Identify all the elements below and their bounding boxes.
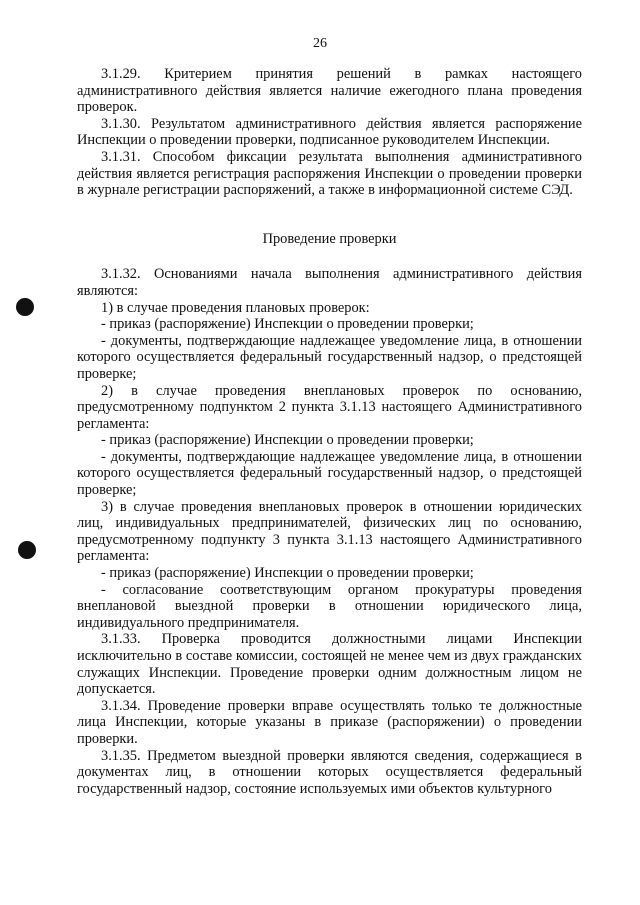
paragraph-3-1-31: 3.1.31. Способом фиксации результата выполнения административного действия является регистрация распоряжения Инспекции о проведении проверки в журнале регистрации распоряжений, а также в информационной системе СЭД.: [77, 148, 582, 199]
list-item-dash: - документы, подтверждающие надлежащее уведомление лица, в отношении которого осуществляется федеральный государственный надзор, о предстоящей проверке;: [77, 332, 582, 382]
list-item-2: 2) в случае проведения внеплановых проверок по основанию, предусмотренному подпунктом 2 пункта 3.1.13 настоящего Административного регламента:: [77, 382, 582, 432]
list-item-dash: - документы, подтверждающие надлежащее уведомление лица, в отношении которого осуществляется федеральный государственный надзор, о предстоящей проверке;: [77, 448, 582, 499]
paragraph-3-1-29: 3.1.29. Критерием принятия решений в рамках настоящего административного действия является наличие ежегодного плана проведения проверок.: [77, 66, 582, 116]
paragraph-3-1-33: 3.1.33. Проверка проводится должностными лицами Инспекции исключительно в составе комиссии, состоящей не менее чем из двух гражданских служащих Инспекции. Проведение проверки одним должностным лицом не допускается.: [77, 631, 582, 698]
list-item-3: 3) в случае проведения внеплановых проверок в отношении юридических лиц, индивидуальных предпринимателей, физических лиц по основанию, предусмотренному подпункту 3 пункта 3.1.13 настоящего Административного регламента:: [77, 498, 582, 565]
list-item-dash: - согласование соответствующим органом прокуратуры проведения внеплановой выездной проверки в отношении юридического лица, индивидуального предпринимателя.: [77, 581, 582, 631]
paragraph-3-1-30: 3.1.30. Результатом административного действия является распоряжение Инспекции о проведении проверки, подписанное руководителем Инспекции.: [77, 115, 582, 149]
paragraph-3-1-34: 3.1.34. Проведение проверки вправе осуществлять только те должностные лица Инспекции, которые указаны в приказе (распоряжении) о проведении проверки.: [77, 697, 582, 747]
section-heading: Проведение проверки: [262, 230, 397, 247]
list-item-dash: - приказ (распоряжение) Инспекции о проведении проверки;: [101, 316, 474, 333]
list-item-dash: - приказ (распоряжение) Инспекции о проведении проверки;: [101, 432, 474, 449]
paragraph-3-1-35: 3.1.35. Предметом выездной проверки являются сведения, содержащиеся в документах лиц, в отношении которых осуществляется федеральный государственный надзор, состояние используемых ими объектов культурного: [77, 747, 582, 797]
page-number: 26: [313, 36, 327, 51]
list-item-1: 1) в случае проведения плановых проверок:: [101, 299, 370, 316]
binder-hole-mark: [16, 298, 34, 316]
document-body: [77, 66, 582, 797]
list-item-dash: - приказ (распоряжение) Инспекции о проведении проверки;: [101, 565, 474, 582]
paragraph-3-1-32: 3.1.32. Основаниями начала выполнения административного действия являются:: [77, 266, 582, 299]
binder-hole-mark: [18, 541, 36, 559]
